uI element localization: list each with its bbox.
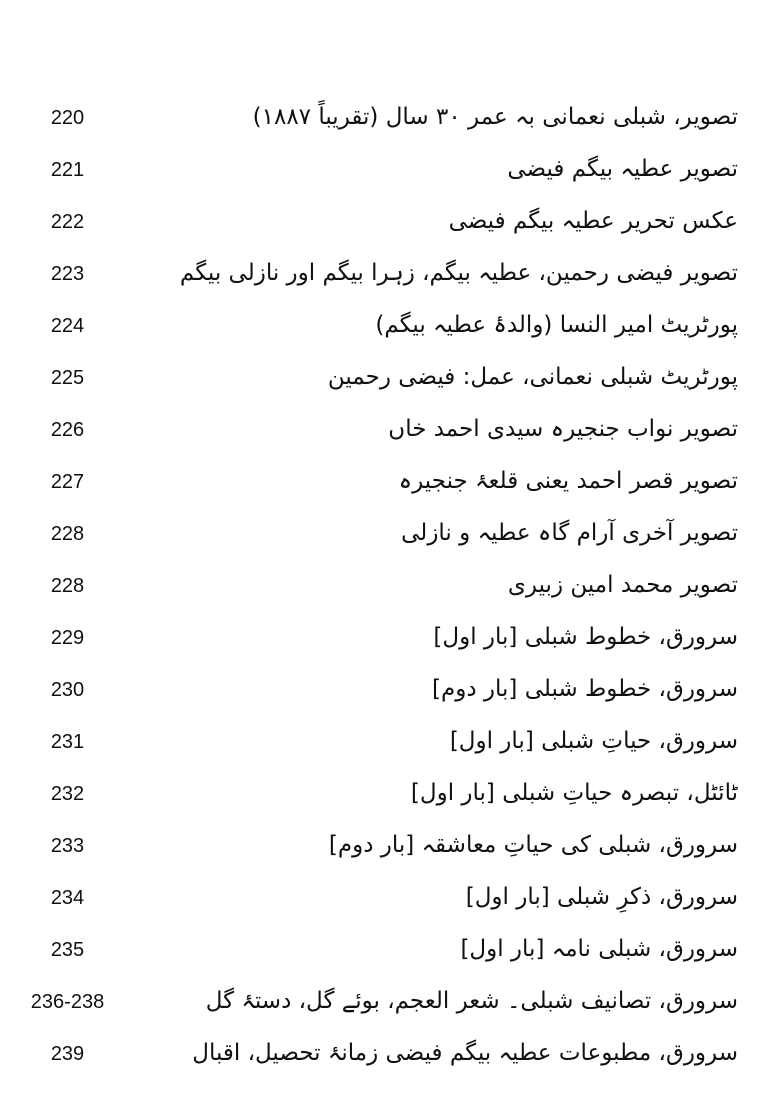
entry-title: تصویر قصر احمد یعنی قلعۂ جنجیرہ (398, 468, 738, 494)
toc-entry (0, 968, 780, 1020)
toc-entry (0, 708, 780, 760)
toc-entry (0, 240, 780, 292)
entry-title: سرورق، خطوط شبلی [بار اول] (433, 624, 738, 650)
toc-entry (0, 396, 780, 448)
page-number: 231 (50, 731, 85, 753)
toc-entry (0, 864, 780, 916)
toc-entry (0, 812, 780, 864)
entry-title: سرورق، مطبوعات عطیہ بیگم فیضی زمانۂ تحصیل، اقبال (192, 1040, 738, 1066)
page-number: 228 (50, 523, 85, 545)
page-number: 222 (50, 211, 85, 233)
page-number: 239 (50, 1043, 85, 1065)
page-number: 230 (50, 679, 85, 701)
page-number: 236-238 (30, 991, 105, 1013)
toc-entry (0, 916, 780, 968)
entry-title: تصویر فیضی رحمین، عطیہ بیگم، زہرا بیگم اور نازلی بیگم (179, 260, 738, 286)
toc-entry (0, 136, 780, 188)
toc-entry (0, 1020, 780, 1072)
toc-entry (0, 656, 780, 708)
table-of-contents (0, 84, 780, 1072)
entry-title: پورٹریٹ امیر النسا (والدۂ عطیہ بیگم) (375, 312, 738, 338)
page-number: 225 (50, 367, 85, 389)
entry-title: تصویر نواب جنجیرہ سیدی احمد خاں (388, 416, 738, 442)
toc-entry (0, 604, 780, 656)
page-number: 221 (50, 159, 85, 181)
page-number: 227 (50, 471, 85, 493)
toc-entry (0, 292, 780, 344)
entry-title: سرورق، خطوط شبلی [بار دوم] (432, 676, 738, 702)
entry-title: سرورق، حیاتِ شبلی [بار اول] (449, 728, 738, 754)
page-number: 233 (50, 835, 85, 857)
entry-title: سرورق، ذکرِ شبلی [بار اول] (465, 884, 738, 910)
toc-entry (0, 760, 780, 812)
toc-entry (0, 84, 780, 136)
entry-title: تصویر آخری آرام گاہ عطیہ و نازلی (401, 520, 738, 546)
entry-title: عکس تحریر عطیہ بیگم فیضی (448, 208, 738, 234)
entry-title: سرورق، شبلی کی حیاتِ معاشقہ [بار دوم] (328, 832, 738, 858)
entry-title: تصویر محمد امین زبیری (507, 572, 738, 598)
entry-title: تصویر، شبلی نعمانی بہ عمر ۳۰ سال (تقریباً ۱۸۸۷) (252, 104, 738, 130)
page-number: 235 (50, 939, 85, 961)
page-number: 229 (50, 627, 85, 649)
entry-title: سرورق، شبلی نامہ [بار اول] (460, 936, 738, 962)
entry-title: پورٹریٹ شبلی نعمانی، عمل: فیضی رحمین (327, 364, 738, 390)
page-number: 232 (50, 783, 85, 805)
page-number: 223 (50, 263, 85, 285)
page-number: 226 (50, 419, 85, 441)
toc-entry (0, 344, 780, 396)
page-number: 228 (50, 575, 85, 597)
toc-entry (0, 188, 780, 240)
page-number: 234 (50, 887, 85, 909)
entry-title: ٹائٹل، تبصرہ حیاتِ شبلی [بار اول] (410, 780, 738, 806)
entry-title: سرورق، تصانیف شبلی۔ شعر العجم، بوئے گل، دستۂ گل (205, 988, 738, 1014)
toc-entry (0, 552, 780, 604)
page-number: 224 (50, 315, 85, 337)
page-number: 220 (50, 107, 85, 129)
toc-entry (0, 448, 780, 500)
entry-title: تصویر عطیہ بیگم فیضی (507, 156, 738, 182)
toc-entry (0, 500, 780, 552)
